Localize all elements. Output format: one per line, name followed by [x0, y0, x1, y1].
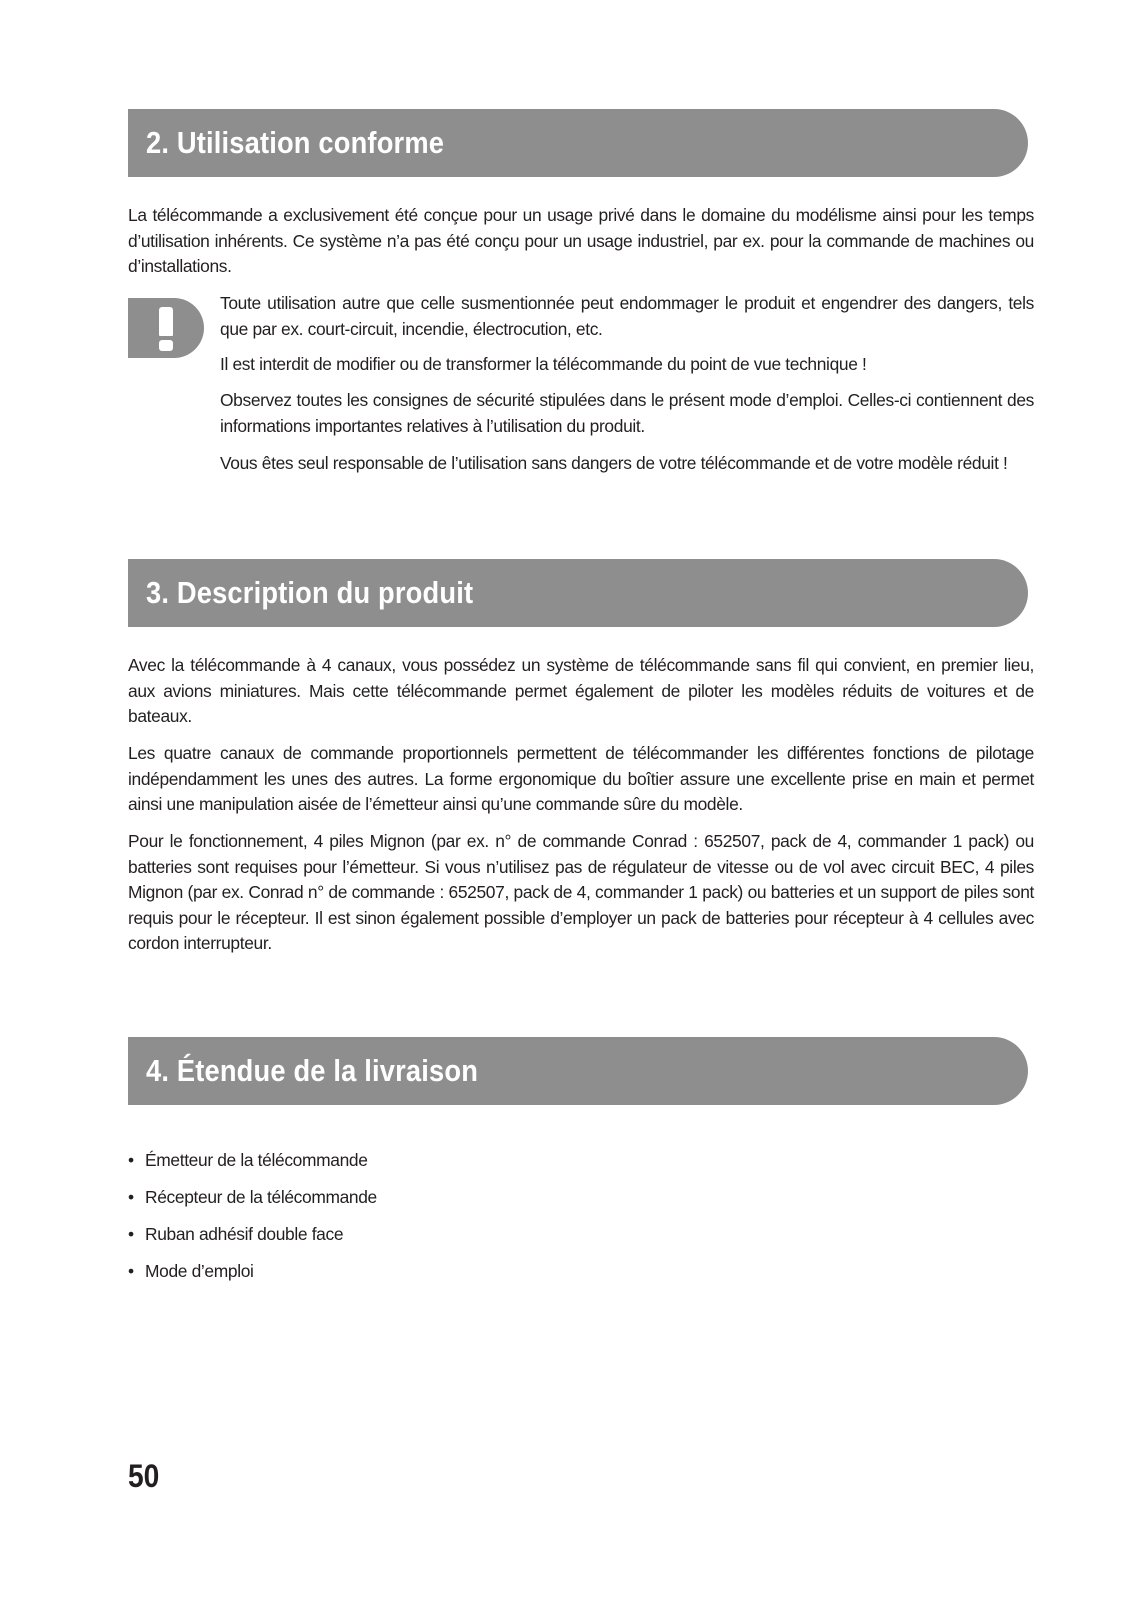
paragraph: Avec la télécommande à 4 canaux, vous possédez un système de télécommande sans fil qui convient, en premier lieu, aux avions miniatures. Mais cette télécommande permet également de piloter les modèles réduits de voitures et de bateaux. [128, 655, 1034, 727]
exclamation-dot [159, 340, 173, 351]
paragraph: Pour le fonctionnement, 4 piles Mignon (par ex. n° de commande Conrad : 652507, pack de 4, commander 1 pack) ou batteries sont requises pour l’émetteur. Si vous n’utilisez pas de régulateur de vitesse ou de vol avec circuit BEC, 4 piles Mignon (par ex. Conrad n° de commande : 652507, pack de 4, commander 1 pack) ou batteries et un support de piles sont requis pour le récepteur. Il est sinon également possible d’employer un pack de batteries pour récepteur à 4 cellules avec cordon interrupteur. [128, 831, 1034, 954]
warning-paragraph: Toute utilisation autre que celle susmentionnée peut endommager le produit et engendrer des dangers, tels que par ex. court-circuit, incendie, électrocution, etc. [220, 293, 1034, 339]
paragraph: La télécommande a exclusivement été conçue pour un usage privé dans le domaine du modélisme ainsi pour les temps d’utilisation inhérents. Ce système n’a pas été conçu pour un usage industriel, par ex. pour la commande de machines ou d’installations. [128, 205, 1034, 277]
section-header-description [128, 559, 1028, 627]
warning-paragraph: Il est interdit de modifier ou de transformer la télécommande du point de vue technique ! [220, 354, 867, 374]
warning-paragraph: Vous êtes seul responsable de l’utilisation sans dangers de votre télécommande et de votre modèle réduit ! [220, 453, 1008, 473]
paragraph: Les quatre canaux de commande proportionnels permettent de télécommander les différentes fonctions de pilotage indépendamment les unes des autres. La forme ergonomique du boîtier assure une excellente prise en main et permet ainsi une manipulation aisée de l’émetteur ainsi qu’une commande sûre du modèle. [128, 743, 1034, 815]
exclamation-bar [159, 307, 173, 336]
list-item: • Émetteur de la télécommande [128, 1148, 377, 1185]
page-number: 50 [128, 1458, 160, 1494]
section-header-livraison [128, 1037, 1028, 1105]
section-title: 3. Description du produit [146, 575, 474, 610]
list-item: • Récepteur de la télécommande [128, 1185, 377, 1222]
warning-paragraph: Observez toutes les consignes de sécurité stipulées dans le présent mode d’emploi. Celles-ci contiennent des informations importantes relatives à l’utilisation du produit. [220, 390, 1034, 436]
section-title: 2. Utilisation conforme [146, 125, 445, 160]
section-header-utilisation [128, 109, 1028, 177]
section-title: 4. Étendue de la livraison [146, 1053, 479, 1088]
exclamation-icon [128, 298, 204, 358]
list-item: • Mode d’emploi [128, 1259, 377, 1296]
list-item: • Ruban adhésif double face [128, 1222, 377, 1259]
delivery-list [128, 1148, 377, 1296]
